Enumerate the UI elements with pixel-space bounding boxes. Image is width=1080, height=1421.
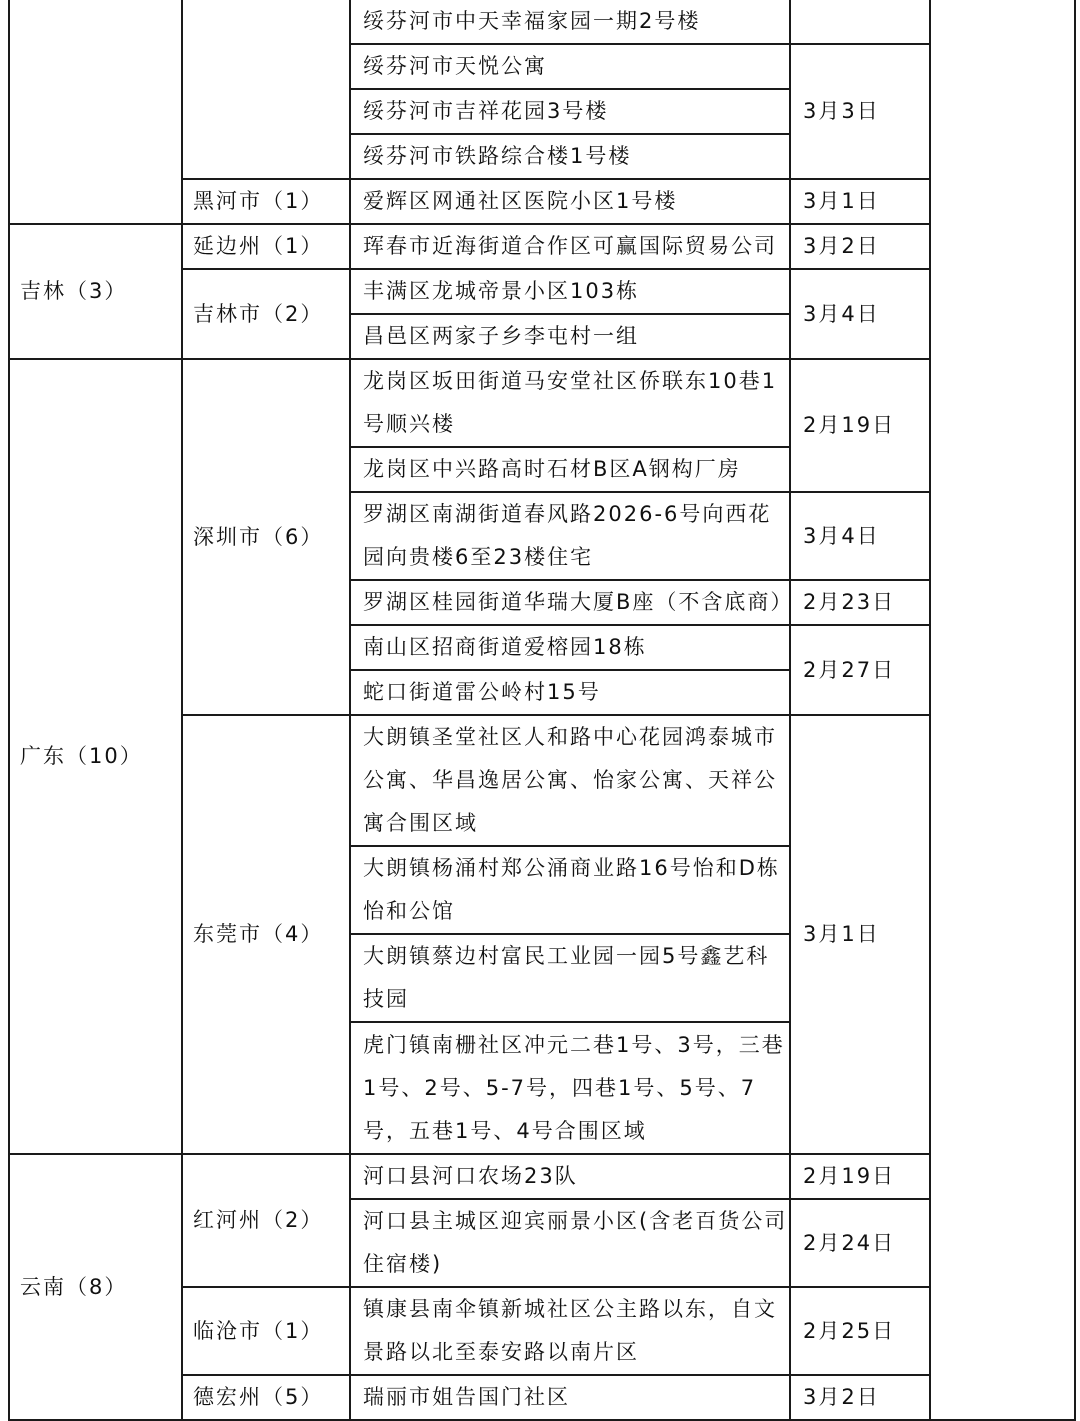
address-cell: 大朗镇蔡边村富民工业园一园5号鑫艺科技园	[350, 934, 790, 1022]
address-cell: 虎门镇南栅社区冲元二巷1号、3号，三巷1号、2号、5-7号，四巷1号、5号、7号，五巷1号、4号合围区域	[350, 1022, 790, 1154]
address-cell: 蛇口街道雷公岭村15号	[350, 670, 790, 715]
city-cell: 临沧市（1）	[182, 1287, 350, 1375]
table-row	[9, 224, 1075, 269]
city-cell: 德宏州（5）	[182, 1375, 350, 1420]
address-cell: 南山区招商街道爱榕园18栋	[350, 625, 790, 670]
date-cell: 3月1日	[790, 179, 930, 224]
address-cell: 河口县河口农场23队	[350, 1154, 790, 1199]
address-cell: 绥芬河市天悦公寓	[350, 44, 790, 89]
date-cell: 2月23日	[790, 580, 930, 625]
address-cell: 绥芬河市铁路综合楼1号楼	[350, 134, 790, 179]
date-cell	[790, 0, 930, 44]
date-cell: 3月4日	[790, 492, 930, 580]
address-cell: 昌邑区两家子乡李屯村一组	[350, 314, 790, 359]
address-cell: 罗湖区桂园街道华瑞大厦B座（不含底商）	[350, 580, 790, 625]
closure-areas-table	[8, 0, 1076, 1421]
address-cell: 绥芬河市吉祥花园3号楼	[350, 89, 790, 134]
city-cell: 吉林市（2）	[182, 269, 350, 359]
address-cell: 河口县主城区迎宾丽景小区(含老百货公司住宿楼)	[350, 1199, 790, 1287]
address-cell: 大朗镇杨涌村郑公涌商业路16号怡和D栋怡和公馆	[350, 846, 790, 934]
address-cell: 爱辉区网通社区医院小区1号楼	[350, 179, 790, 224]
address-cell: 罗湖区南湖街道春风路2026-6号向西花园向贵楼6至23楼住宅	[350, 492, 790, 580]
address-cell: 丰满区龙城帝景小区103栋	[350, 269, 790, 314]
city-cell: 东莞市（4）	[182, 715, 350, 1154]
date-cell: 3月3日	[790, 44, 930, 179]
province-cell	[9, 0, 182, 224]
date-cell: 2月19日	[790, 359, 930, 492]
province-cell: 吉林（3）	[9, 224, 182, 359]
date-cell: 2月25日	[790, 1287, 930, 1375]
date-cell: 3月2日	[790, 224, 930, 269]
city-cell: 深圳市（6）	[182, 359, 350, 715]
city-cell: 红河州（2）	[182, 1154, 350, 1287]
date-cell: 2月19日	[790, 1154, 930, 1199]
table-row	[9, 1154, 1075, 1199]
table-row	[9, 0, 1075, 44]
address-cell: 龙岗区坂田街道马安堂社区侨联东10巷1号顺兴楼	[350, 359, 790, 447]
city-cell: 黑河市（1）	[182, 179, 350, 224]
province-cell: 云南（8）	[9, 1154, 182, 1420]
city-cell: 延边州（1）	[182, 224, 350, 269]
address-cell: 大朗镇圣堂社区人和路中心花园鸿泰城市公寓、华昌逸居公寓、怡家公寓、天祥公寓合围区域	[350, 715, 790, 846]
table-row	[9, 359, 1075, 447]
date-cell: 3月1日	[790, 715, 930, 1154]
address-cell: 绥芬河市中天幸福家园一期2号楼	[350, 0, 790, 44]
date-cell: 2月27日	[790, 625, 930, 715]
date-cell: 3月4日	[790, 269, 930, 359]
address-cell: 镇康县南伞镇新城社区公主路以东，自文景路以北至泰安路以南片区	[350, 1287, 790, 1375]
blank-column	[930, 0, 1075, 1420]
address-cell: 瑞丽市姐告国门社区	[350, 1375, 790, 1420]
address-cell: 珲春市近海街道合作区可赢国际贸易公司	[350, 224, 790, 269]
date-cell: 3月2日	[790, 1375, 930, 1420]
province-cell: 广东（10）	[9, 359, 182, 1154]
address-cell: 龙岗区中兴路高时石材B区A钢构厂房	[350, 447, 790, 492]
date-cell: 2月24日	[790, 1199, 930, 1287]
city-cell	[182, 0, 350, 179]
